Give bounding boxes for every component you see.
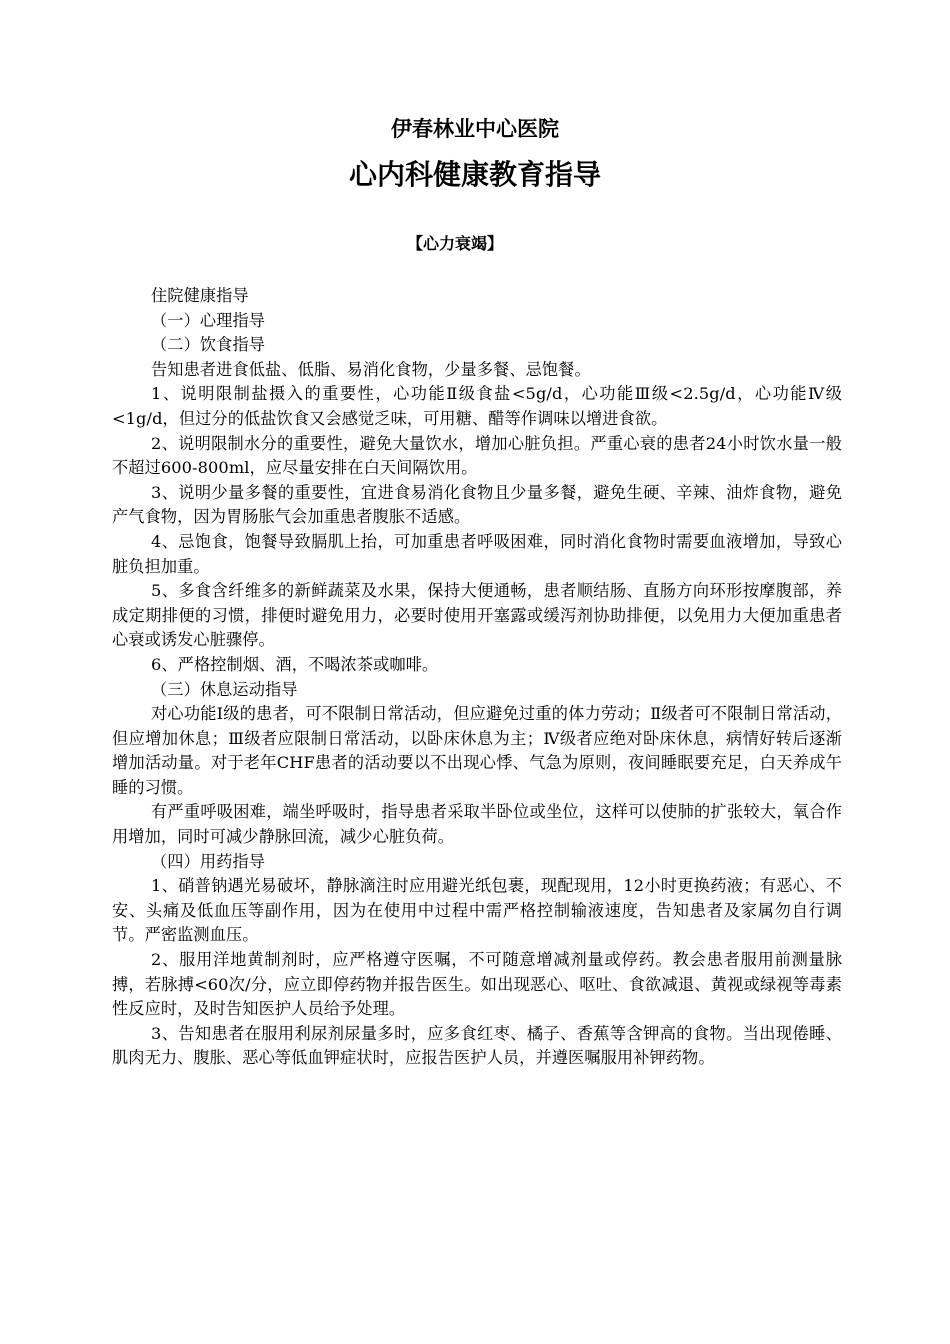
paragraph-diet-1: 1、说明限制盐摄入的重要性，心功能Ⅱ级食盐<5g/d，心功能Ⅲ级<2.5g/d，心功能Ⅳ级<1g/d，但过分的低盐饮食又会感觉乏味，可用糖、醋等作调味以增进食欲。 — [112, 384, 842, 428]
subheading-diet: （二）饮食指导 — [151, 335, 266, 355]
subheading-rest-exercise: （三）休息运动指导 — [151, 679, 298, 699]
paragraph-rest-1: 对心功能Ⅰ级的患者，可不限制日常活动，但应避免过重的体力劳动；Ⅱ级者可不限制日常活动，但应增加休息；Ⅲ级者应限制日常活动，以卧床休息为主；Ⅳ级者应绝对卧床休息，病情好转后逐渐增加活动量。对于老年CHF患者的活动要以不出现心悸、气急为原则，夜间睡眠要充足，白天养成午睡的习惯。 — [112, 704, 842, 797]
hospital-name: 伊春林业中心医院 — [391, 117, 559, 141]
paragraph-diet-intro: 告知患者进食低盐、低脂、易消化食物，少量多餐、忌饱餐。 — [151, 359, 591, 379]
paragraph-diet-4: 4、忌饱食，饱餐导致膈肌上抬，可加重患者呼吸困难，同时消化食物时需要血液增加，导致心脏负担加重。 — [112, 531, 842, 576]
subheading-medication: （四）用药指导 — [151, 851, 266, 871]
section-heading: 【心力衰竭】 — [406, 234, 503, 253]
paragraph-diet-2: 2、说明限制水分的重要性，避免大量饮水，增加心脏负担。严重心衰的患者24小时饮水量一般不超过600-800ml，应尽量安排在白天间隔饮用。 — [112, 433, 842, 478]
paragraph-medication-2: 2、服用洋地黄制剂时，应严格遵守医嘱，不可随意增减剂量或停药。教会患者服用前测量脉搏，若脉搏<60次/分，应立即停药物并报告医生。如出现恶心、呕吐、食欲减退、黄视或绿视等毒素性反应时，及时告知医护人员给予处理。 — [112, 950, 842, 1019]
paragraph-diet-3: 3、说明少量多餐的重要性，宜进食易消化食物且少量多餐，避免生硬、辛辣、油炸食物，避免产气食物，因为胃肠胀气会加重患者腹胀不适感。 — [112, 482, 842, 527]
document-body — [112, 284, 842, 1071]
document-title: 心内科健康教育指导 — [348, 158, 601, 191]
paragraph-medication-1: 1、硝普钠遇光易破坏，静脉滴注时应用避光纸包裹，现配现用，12小时更换药液；有恶心、不安、头痛及低血压等副作用，因为在使用中过程中需严格控制输液速度，告知患者及家属勿自行调节。严密监测血压。 — [112, 876, 842, 945]
paragraph-rest-2: 有严重呼吸困难，端坐呼吸时，指导患者采取半卧位或坐位，这样可以使肺的扩张较大，氧合作用增加，同时可减少静脉回流，减少心脏负荷。 — [112, 802, 842, 847]
paragraph-inpatient-guidance: 住院健康指导 — [151, 286, 249, 305]
subheading-psychological: （一）心理指导 — [151, 310, 266, 330]
paragraph-medication-3: 3、告知患者在服用利尿剂尿量多时，应多食红枣、橘子、香蕉等含钾高的食物。当出现倦睡、肌肉无力、腹胀、恶心等低血钾症状时，应报告医护人员，并遵医嘱服用补钾药物。 — [112, 1023, 842, 1068]
paragraph-diet-6: 6、严格控制烟、酒，不喝浓茶或咖啡。 — [151, 654, 439, 674]
paragraph-diet-5: 5、多食含纤维多的新鲜蔬菜及水果，保持大便通畅，患者顺结肠、直肠方向环形按摩腹部，养成定期排便的习惯，排便时避免用力，必要时使用开塞露或缓泻剂协助排便，以免用力大便加重患者心衰或诱发心脏骤停。 — [112, 581, 842, 650]
